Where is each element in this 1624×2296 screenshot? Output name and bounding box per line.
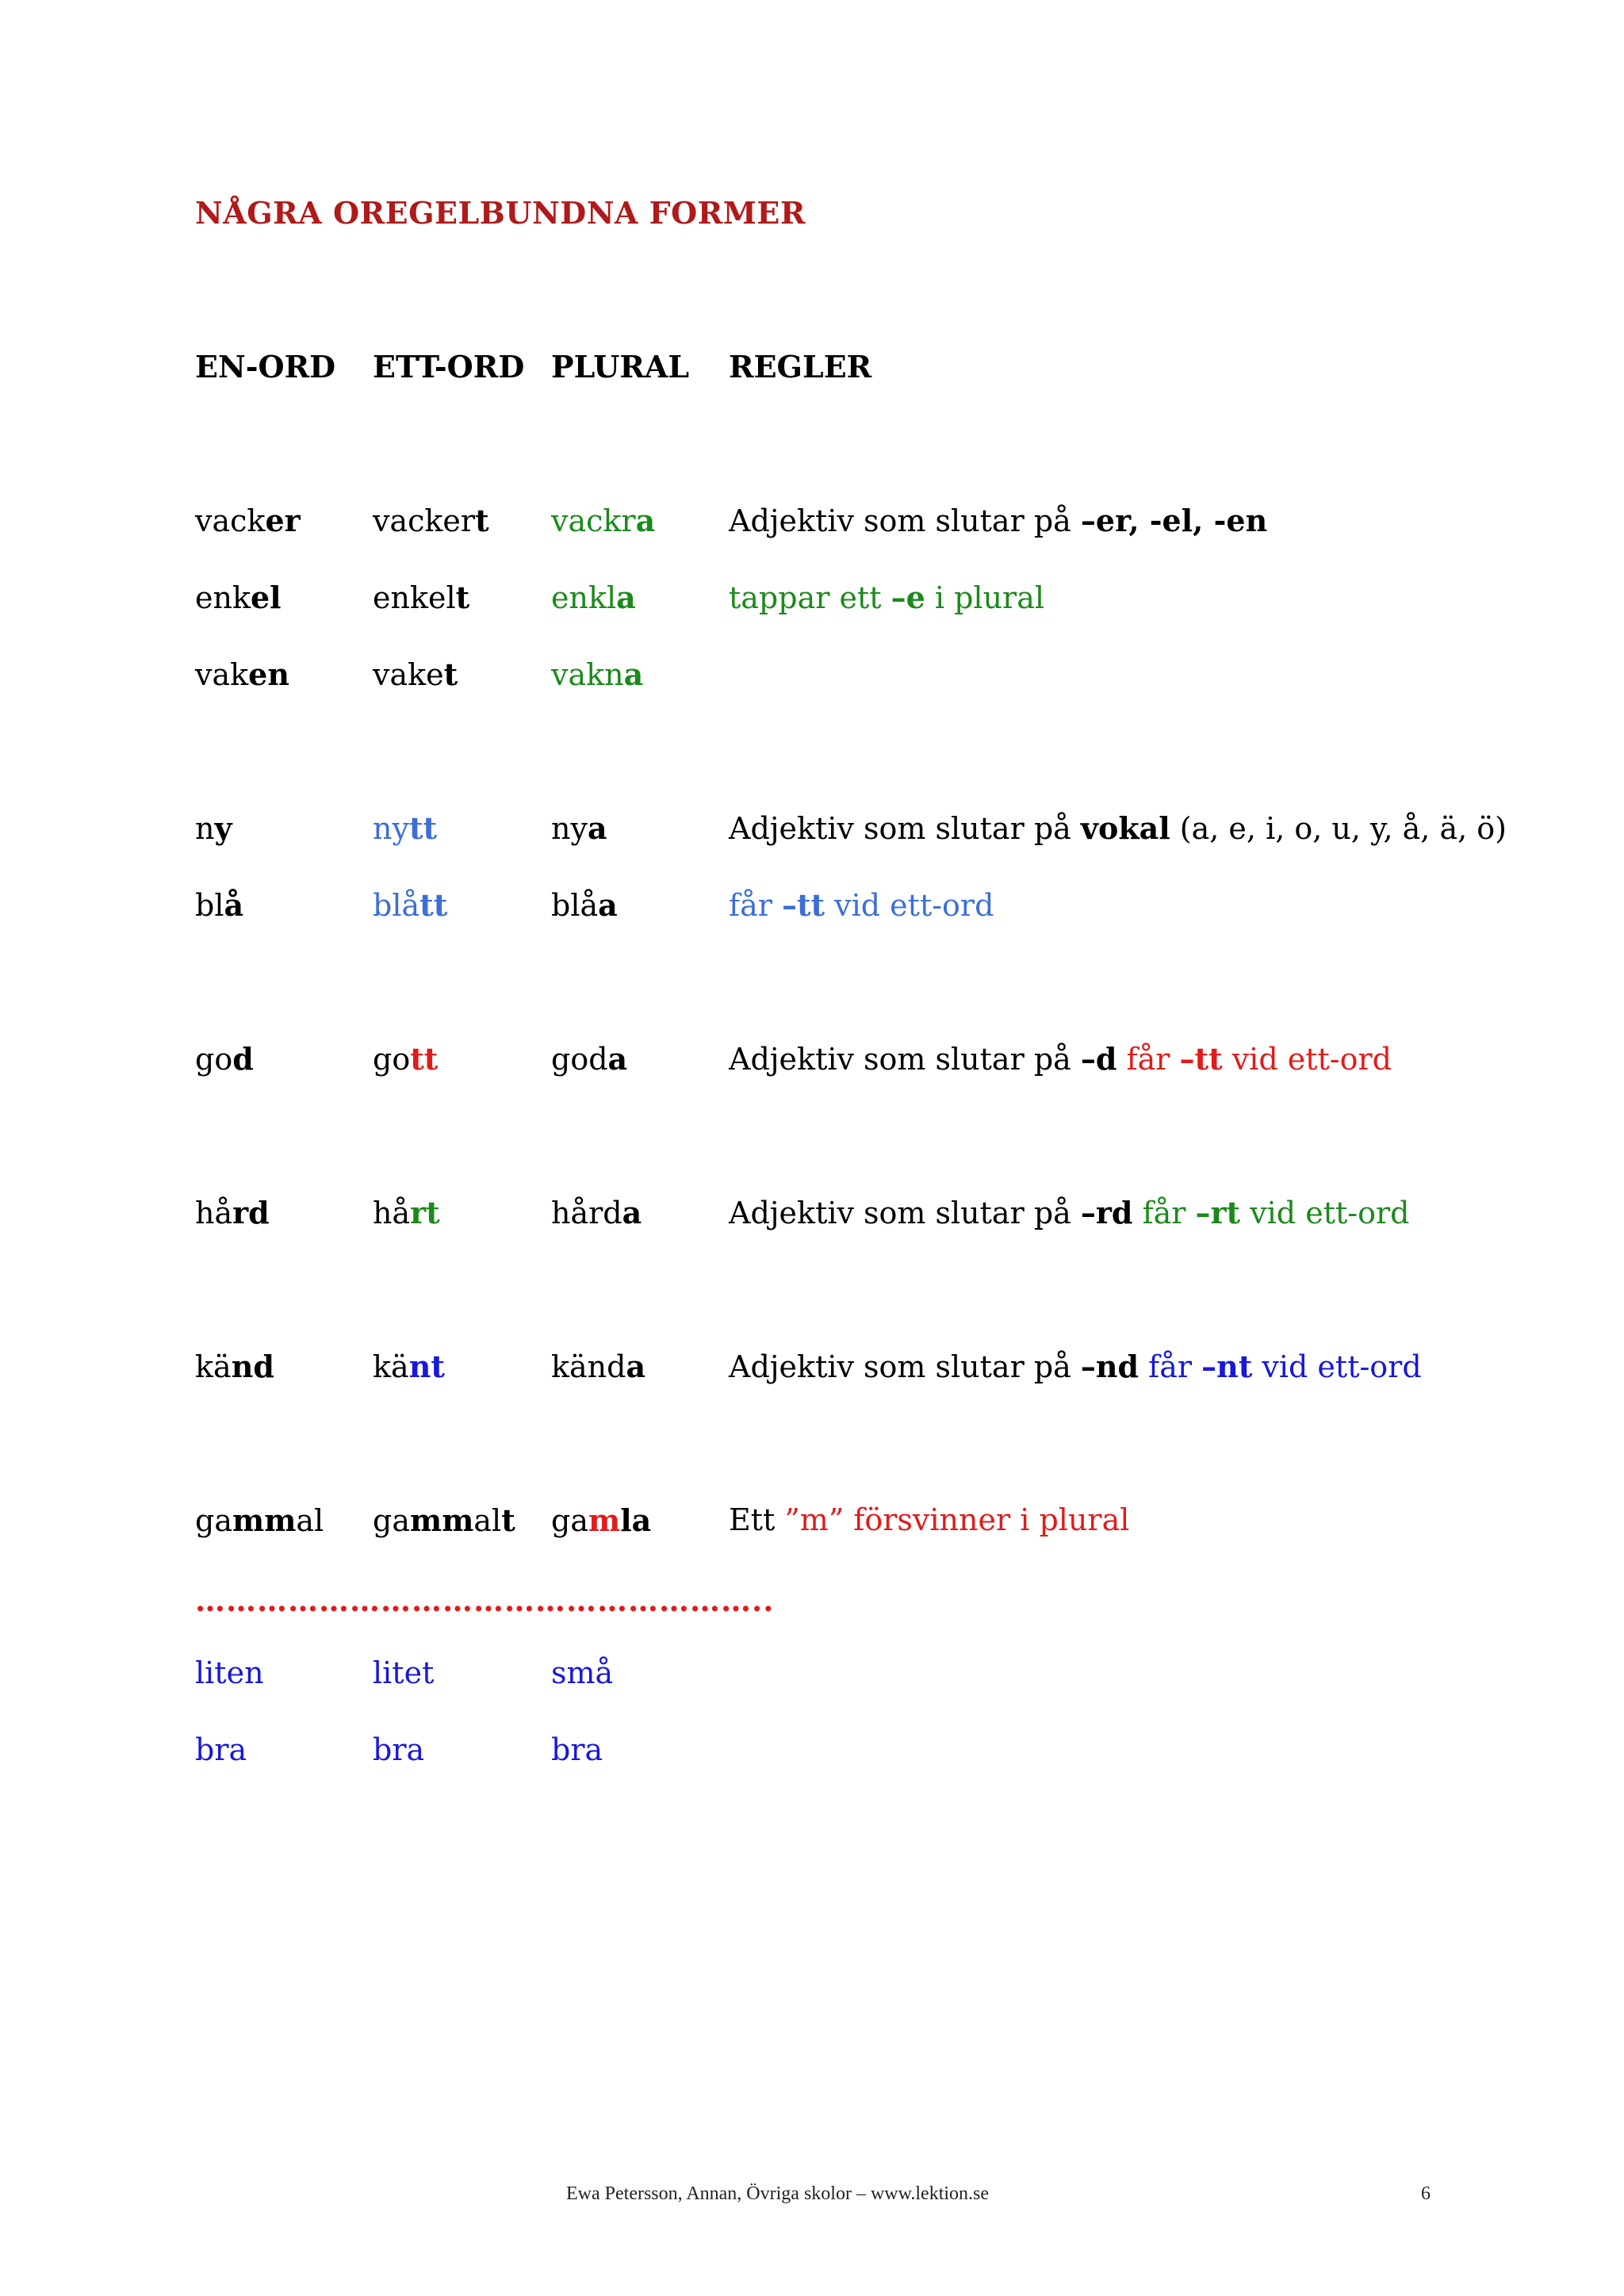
table-row [195,1732,1591,1772]
ett-word: nytt [373,810,438,846]
header-ett-ord: ETT-ORD [373,349,525,385]
rule-text: Ett ”m” försvinner i plural [729,1502,1130,1537]
table-row [195,503,1591,542]
header-plural: PLURAL [551,349,690,385]
en-word: känd [195,1349,274,1384]
ett-word: vaket [373,656,458,692]
table-row [195,1655,1591,1695]
rule-text: Adjektiv som slutar på –rd får –rt vid ett-ord [729,1195,1410,1230]
en-word: vaken [195,656,289,692]
ett-word: gammalt [373,1502,515,1538]
table-row [195,1195,1591,1234]
plural-word: blåa [551,887,618,923]
plural-word: bra [551,1732,603,1767]
en-word: blå [195,887,244,923]
rule-text: tappar ett –e i plural [729,580,1045,615]
table-header [195,349,1591,388]
table-row [195,1349,1591,1388]
en-word: enkel [195,580,282,615]
en-word: god [195,1041,254,1077]
plural-word: vackra [551,503,656,538]
table-row [195,1041,1591,1081]
en-word: gammal [195,1502,324,1538]
page-title: NÅGRA OREGELBUNDNA FORMER [195,195,806,231]
en-word: bra [195,1732,247,1767]
page-number: 6 [1421,2183,1431,2204]
plural-word: goda [551,1041,628,1077]
header-en-ord: EN-ORD [195,349,336,385]
rule-text: Adjektiv som slutar på –d får –tt vid ett-ord [729,1041,1392,1077]
ett-word: hårt [373,1195,440,1230]
plural-word: nya [551,810,607,846]
table-row [195,887,1591,927]
rule-text: Adjektiv som slutar på vokal (a, e, i, o, u, y, å, ä, ö) [729,810,1507,846]
en-word: vacker [195,503,301,538]
dotted-separator: ……………………………………………….. [195,1582,775,1618]
en-word: liten [195,1655,264,1690]
table-row [195,656,1591,696]
en-word: ny [195,810,232,846]
plural-word: hårda [551,1195,642,1230]
footer-text: Ewa Petersson, Annan, Övriga skolor – www.lektion.se [566,2183,990,2204]
ett-word: bra [373,1732,425,1767]
rule-text: Adjektiv som slutar på –er, -el, -en [729,503,1268,538]
ett-word: litet [373,1655,435,1690]
table-row [195,580,1591,619]
plural-word: kända [551,1349,646,1384]
table-row [195,1502,1591,1542]
ett-word: känt [373,1349,445,1384]
plural-word: enkla [551,580,636,615]
ett-word: vackert [373,503,489,538]
plural-word: gamla [551,1502,652,1538]
plural-word: vakna [551,656,644,692]
ett-word: gott [373,1041,439,1077]
ett-word: enkelt [373,580,470,615]
table-row [195,810,1591,850]
rule-text: får –tt vid ett-ord [729,887,994,923]
en-word: hård [195,1195,270,1230]
ett-word: blått [373,887,448,923]
header-regler: REGLER [729,349,872,385]
rule-text: Adjektiv som slutar på –nd får –nt vid ett-ord [729,1349,1422,1384]
plural-word: små [551,1655,614,1690]
